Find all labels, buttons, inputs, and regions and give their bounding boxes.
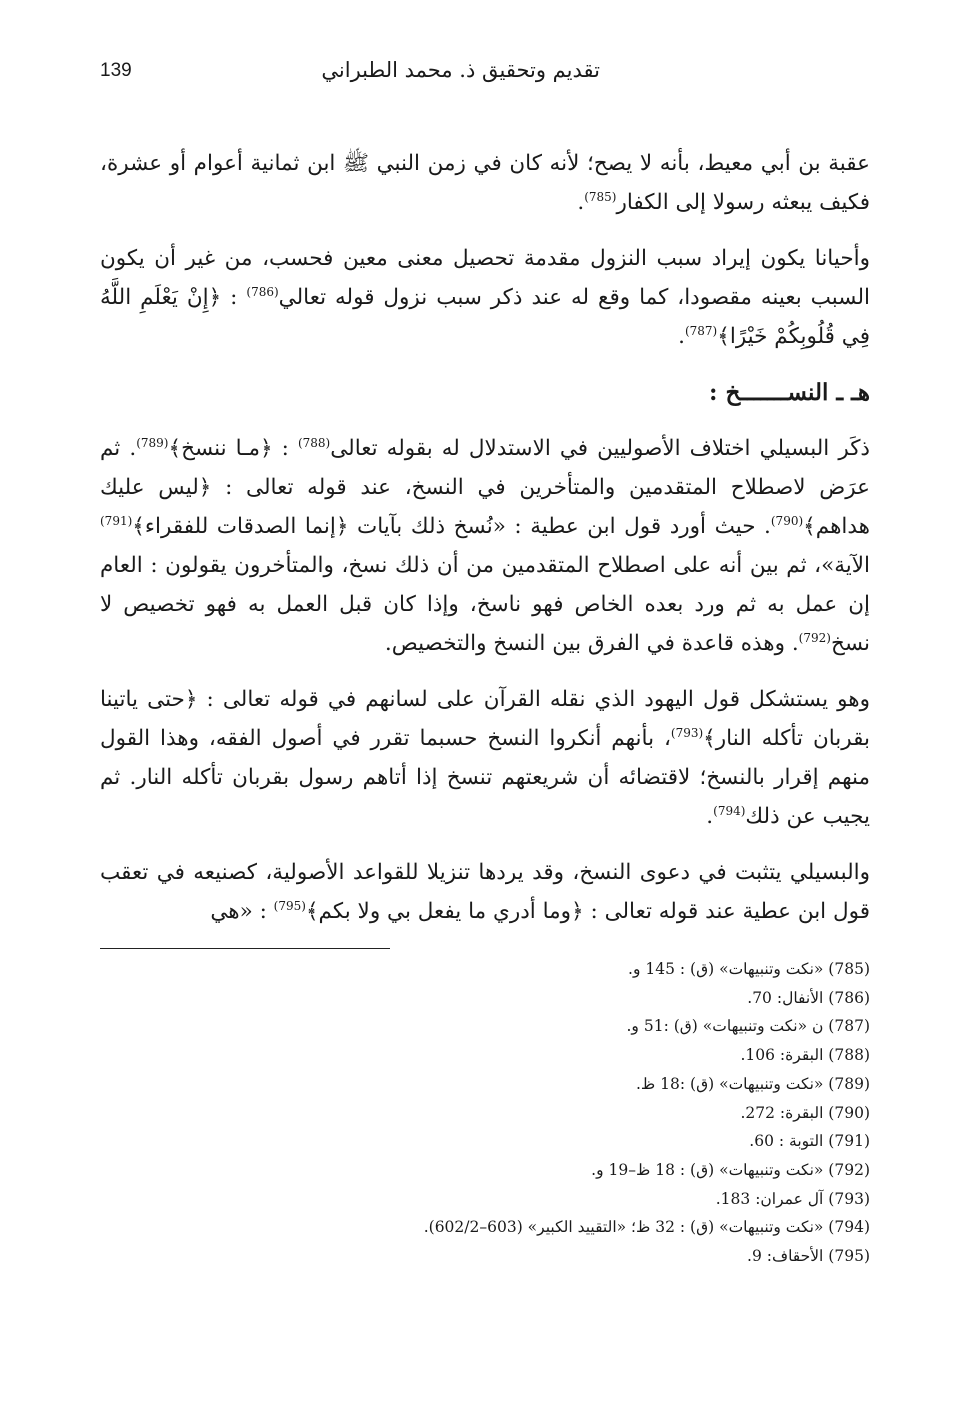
- footnote-item: (794) «نكت وتنبيهات» (ق) : 32 ظ؛ «التقييد الكبير» (603–602/2).: [423, 1218, 870, 1237]
- text-run: : ﴿إِنْ يَعْلَمِ اللَّهُ فِي قُلُوبِكُمْ خَيْرًا﴾: [100, 285, 870, 349]
- footnote-reference: (785): [584, 189, 617, 204]
- text-run: ، بأنهم أنكروا النسخ حسبما تقرر في أصول الفقه، وهذا القول منهم إقرار بالنسخ؛ لاقتضائه أن شريعتهم تنسخ إذا أتاهم رسول بقربان تأكله النار. ثم يجيب عن ذلك: [100, 726, 870, 829]
- section-heading: هـ ـ النســـــــخ :: [709, 379, 870, 406]
- body-paragraph: [100, 680, 870, 836]
- footnote-reference: (795): [273, 898, 306, 913]
- footnote-item: (786) الأنفال: 70.: [747, 988, 870, 1007]
- text-run: .: [706, 804, 714, 829]
- running-title: تقديم وتحقيق ذ. محمد الطبراني: [321, 58, 600, 82]
- footnote-item: (789) «نكت وتنبيهات» (ق) :18 ظ.: [635, 1074, 870, 1093]
- footnote-reference: (787): [684, 323, 718, 338]
- main-text: [100, 144, 870, 931]
- text-run: : «هي: [210, 899, 274, 924]
- footnote-item: (785) «نكت وتنبيهات» (ق) : 145 و.: [628, 960, 870, 978]
- footnote-separator: [100, 948, 390, 949]
- footnote-item: (791) التوبة : 60.: [749, 1132, 870, 1151]
- footnote-item: (792) «نكت وتنبيهات» (ق) : 18 ظ–19 و.: [591, 1160, 870, 1179]
- text-run: وهو يستشكل قول اليهود الذي نقله القرآن على لسانهم في قوله تعالى : ﴿حتى ياتينا بقربان تأكله النار﴾: [100, 687, 870, 751]
- text-run: .: [678, 324, 685, 349]
- text-run: الآية»، ثم بين أنه على اصطلاح المتقدمين من أن ذلك نسخ، والمتأخرون يقولون : العام إن عمل به ثم ورد بعده الخاص فهو ناسخ، وإذا كان قبل العمل به فهو تخصيص لا نسخ: [100, 553, 870, 656]
- footnote-item: (787) ن «نكت وتنبيهات» (ق) :51 و.: [626, 1017, 870, 1036]
- text-run: عقبة بن أبي معيط، بأنه لا يصح؛ لأنه كان في زمن النبي ﷺ ابن ثمانية أعوام أو عشرة، فكيف يبعثه رسولا إلى الكفار: [100, 151, 870, 215]
- text-run: .: [577, 190, 585, 215]
- text-run: والبسيلي يتثبت في دعوى النسخ، وقد يردها تنزيلا للقواعد الأصولية، كصنيعه في تعقب قول ابن عطية عند قوله تعالى : ﴿وما أدري ما يفعل بي ولا بكم﴾: [100, 860, 870, 924]
- footnote-separator-wrap: [100, 948, 870, 949]
- footnotes-list: [100, 955, 870, 1271]
- body-paragraph: [100, 429, 870, 663]
- footnote-reference: (789): [136, 435, 169, 450]
- body-paragraph: [100, 144, 870, 222]
- body-paragraph: [100, 239, 870, 356]
- footnote-reference: (788): [297, 435, 331, 450]
- body-paragraph: [100, 853, 870, 931]
- footnote-reference: (793): [670, 725, 704, 740]
- document-page: [100, 40, 870, 1271]
- text-run: . ثم عرَض لاصطلاح المتقدمين والمتأخرين في النسخ، عند قوله تعالى : ﴿ليس عليك هداهم﴾: [100, 436, 870, 539]
- footnote-reference: (786): [246, 284, 279, 299]
- footnote-item: (790) البقرة: 272.: [740, 1103, 870, 1122]
- footnote-reference: (792): [798, 630, 831, 645]
- footnote-item: (793) آل عمران: 183.: [715, 1189, 870, 1208]
- footnote-reference: (794): [713, 803, 746, 818]
- text-run: ذكَر البسيلي اختلاف الأصوليين في الاستدلال له بقوله تعالى: [330, 436, 871, 461]
- running-header: [100, 58, 870, 102]
- text-run: : ﴿مـا ننسخ﴾: [168, 436, 298, 461]
- footnote-item: (788) البقرة: 106.: [740, 1046, 870, 1065]
- footnote-reference: (791): [100, 513, 133, 528]
- text-run: . وهذه قاعدة في الفرق بين النسخ والتخصيص.: [384, 631, 799, 656]
- text-run: . حيث أورد قول ابن عطية : «نُسخ ذلك بآيات ﴿إنما الصدقات للفقراء﴾: [132, 514, 771, 539]
- text-run: وأحيانا يكون إيراد سبب النزول مقدمة تحصيل معنى معين فحسب، من غير أن يكون السبب بعينه مقصودا، كما وقع له عند ذكر سبب نزول قوله تعالي: [100, 246, 870, 310]
- footnote-reference: (790): [770, 513, 804, 528]
- page-number: 139: [100, 60, 132, 81]
- footnote-item: (795) الأحقاف: 9.: [747, 1247, 870, 1266]
